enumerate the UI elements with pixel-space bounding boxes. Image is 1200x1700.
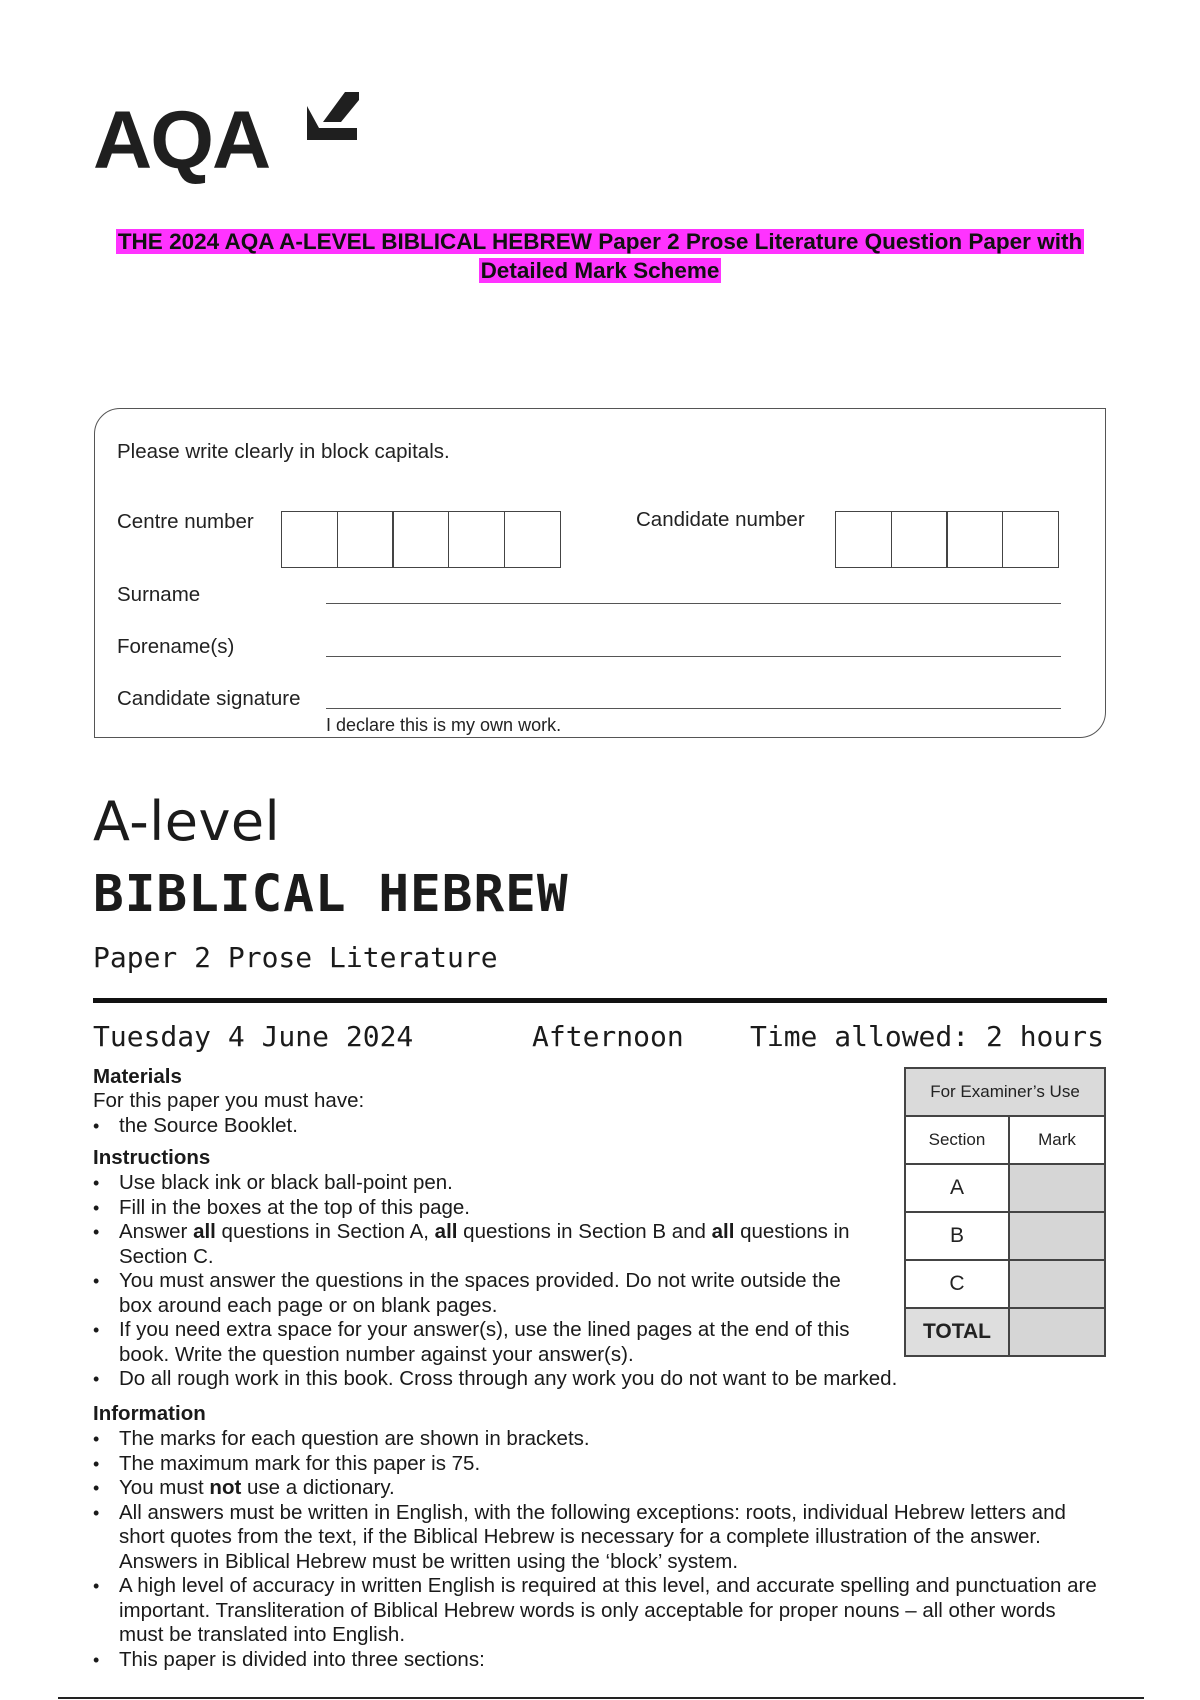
- signature-label: Candidate signature: [117, 687, 301, 710]
- instructions-heading: Instructions: [93, 1146, 211, 1169]
- mark-cell: [1009, 1164, 1105, 1212]
- centre-number-boxes: [281, 511, 560, 568]
- mark-cell: [1009, 1260, 1105, 1308]
- candidate-digit-box[interactable]: [835, 511, 892, 568]
- surname-line[interactable]: [326, 603, 1061, 604]
- highlight-title-line2: Detailed Mark Scheme: [480, 258, 720, 283]
- surname-label: Surname: [117, 583, 201, 606]
- instructions-list: [93, 1171, 898, 1392]
- list-item: • This paper is divided into three sections:: [93, 1648, 1103, 1673]
- candidate-number-label: Candidate number: [636, 508, 805, 531]
- section-cell: B: [905, 1212, 1009, 1260]
- section-column-header: Section: [905, 1116, 1009, 1164]
- time-allowed: Time allowed: 2 hours: [749, 1020, 1104, 1053]
- centre-digit-box[interactable]: [337, 511, 394, 568]
- candidate-digit-box[interactable]: [891, 511, 948, 568]
- materials-list: [93, 1114, 893, 1139]
- heading-divider: [93, 998, 1107, 1003]
- total-label: TOTAL: [905, 1308, 1009, 1356]
- qualification-level: A-level: [93, 790, 281, 853]
- logo-text: AQA: [93, 95, 270, 186]
- highlight-title-line1: THE 2024 AQA A-LEVEL BIBLICAL HEBREW Paper 2 Prose Literature Question Paper with: [117, 229, 1083, 254]
- examiner-table-title: For Examiner’s Use: [905, 1068, 1105, 1116]
- section-cell: C: [905, 1260, 1009, 1308]
- mark-column-header: Mark: [1009, 1116, 1105, 1164]
- list-item: • Answer all questions in Section A, all questions in Section B and all questions in Section C.: [93, 1220, 893, 1269]
- total-mark-cell: [1009, 1308, 1105, 1356]
- list-item: • A high level of accuracy in written English is required at this level, and accurate spelling and punctuation are important. Transliteration of Biblical Hebrew words is only acceptable for proper nouns – all other words must be translated into English.: [93, 1574, 1103, 1648]
- centre-digit-box[interactable]: [504, 511, 561, 568]
- centre-digit-box[interactable]: [448, 511, 505, 568]
- list-item: • the Source Booklet.: [93, 1114, 893, 1139]
- information-list: [93, 1427, 1103, 1672]
- section-cell: A: [905, 1164, 1009, 1212]
- materials-heading: Materials: [93, 1065, 182, 1088]
- aqa-logo: [93, 88, 363, 188]
- exam-date: Tuesday 4 June 2024: [93, 1020, 414, 1053]
- signature-line[interactable]: [326, 708, 1061, 709]
- centre-digit-box[interactable]: [281, 511, 338, 568]
- page-bottom-rule: [58, 1697, 1144, 1699]
- list-item: • Do all rough work in this book. Cross through any work you do not want to be marked.: [93, 1367, 1119, 1392]
- subject-title: BIBLICAL HEBREW: [93, 865, 569, 924]
- list-item: • If you need extra space for your answer(s), use the lined pages at the end of this book. Write the question number against your answer(s).: [93, 1318, 879, 1367]
- materials-intro: For this paper you must have:: [93, 1089, 365, 1112]
- centre-number-label: Centre number: [117, 510, 254, 533]
- information-heading: Information: [93, 1402, 206, 1425]
- paper-title: Paper 2 Prose Literature: [93, 941, 498, 974]
- block-capitals-instruction: Please write clearly in block capitals.: [117, 440, 450, 463]
- candidate-digit-box[interactable]: [1002, 511, 1059, 568]
- forename-label: Forename(s): [117, 635, 235, 658]
- mark-cell: [1009, 1212, 1105, 1260]
- list-item: • You must not use a dictionary.: [93, 1476, 1103, 1501]
- list-item: • Use black ink or black ball-point pen.: [93, 1171, 893, 1196]
- list-item: • The marks for each question are shown in brackets.: [93, 1427, 1103, 1452]
- aqa-tick-mark-icon: [301, 88, 363, 146]
- candidate-number-boxes: [835, 511, 1058, 568]
- highlighted-title: [60, 227, 1140, 285]
- list-item: • All answers must be written in English, with the following exceptions: roots, individual Hebrew letters and short quotes from the text, if the Biblical Hebrew is necessary for a complete illustration of the answer. Answers in Biblical Hebrew must be written using the ‘block’ system.: [93, 1501, 1103, 1575]
- list-item: • You must answer the questions in the spaces provided. Do not write outside the box around each page or on blank pages.: [93, 1269, 879, 1318]
- list-item: • The maximum mark for this paper is 75.: [93, 1452, 1103, 1477]
- list-item: • Fill in the boxes at the top of this page.: [93, 1196, 893, 1221]
- examiner-use-table: [904, 1067, 1106, 1357]
- centre-digit-box[interactable]: [392, 511, 449, 568]
- candidate-digit-box[interactable]: [946, 511, 1003, 568]
- forename-line[interactable]: [326, 656, 1061, 657]
- declaration-text: I declare this is my own work.: [326, 715, 562, 735]
- exam-session: Afternoon: [532, 1020, 684, 1053]
